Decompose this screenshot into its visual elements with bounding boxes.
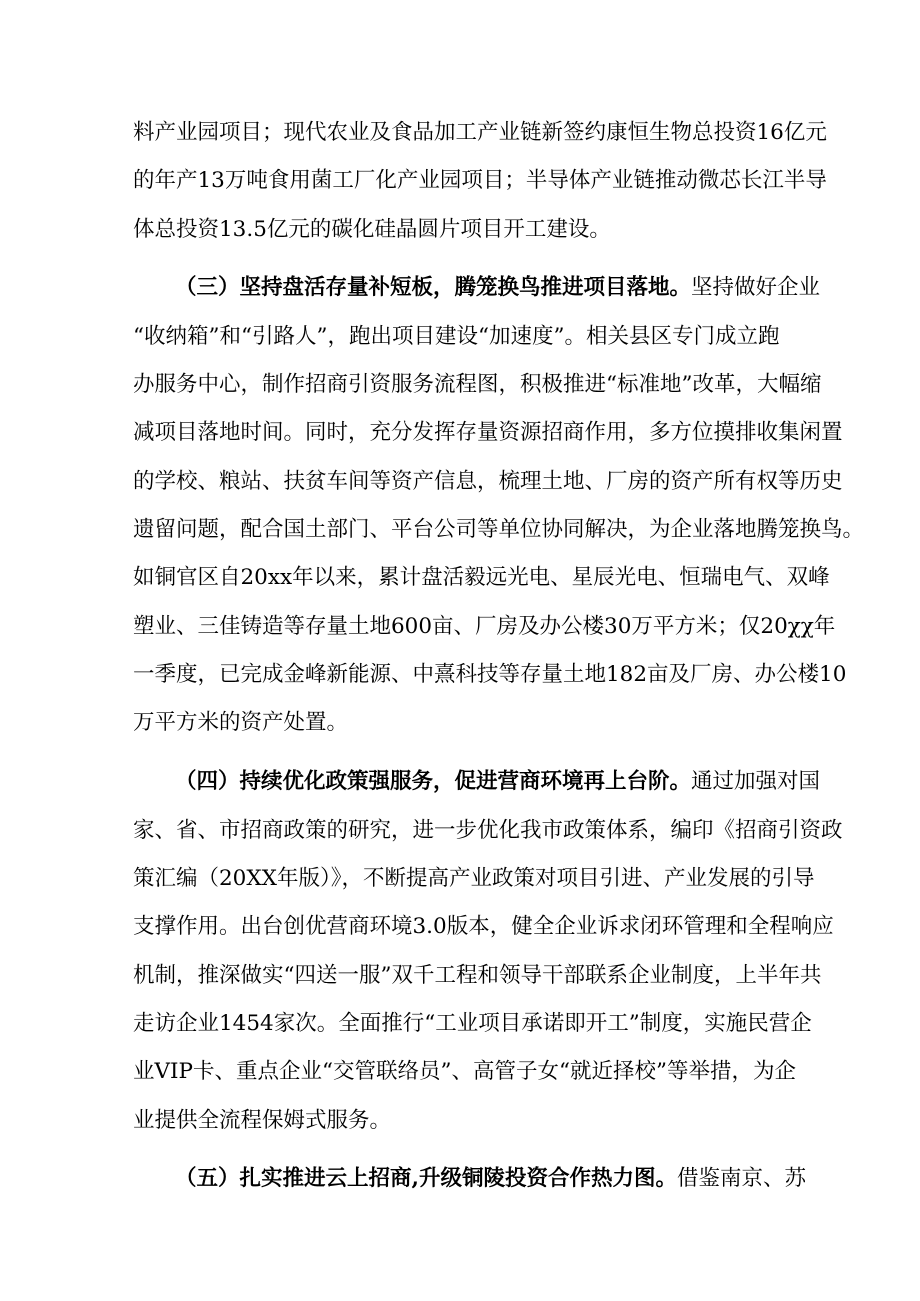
section-4-text: 通过加强对国	[691, 769, 821, 794]
paragraph-line: 机制，推深做实“四送一服”双千工程和领导干部联系企业制度，上半年共	[133, 963, 822, 988]
paragraph-line: 遗留问题，配合国土部门、平台公司等单位协同解决，为企业落地腾笼换鸟。	[133, 517, 865, 542]
section-5-first-line	[175, 1159, 807, 1199]
section-5-text: 借鉴南京、苏	[677, 1166, 807, 1191]
paragraph-line: 办服务中心，制作招商引资服务流程图，积极推进“标准地”改革，大幅缩	[133, 372, 822, 397]
paragraph-line: “收纳箱”和“引路人”，跑出项目建设“加速度”。相关县区专门成立跑	[133, 324, 780, 349]
section-3-text: 坚持做好企业	[691, 275, 821, 300]
paragraph-line: 如铜官区自20xx年以来，累计盘活毅远光电、星辰光电、恒瑞电气、双峰	[133, 565, 830, 590]
paragraph-line: 减项目落地时间。同时，充分发挥存量资源招商作用，多方位摸排收集闲置	[133, 420, 843, 445]
section-5-heading: （五）扎实推进云上招商,升级铜陵投资合作热力图。	[175, 1166, 677, 1191]
paragraph-line: 的年产13万吨食用菌工厂化产业园项目；半导体产业链推动微芯长江半导	[133, 168, 827, 193]
paragraph-line: 一季度，已完成金峰新能源、中熹科技等存量土地182亩及厂房、办公楼10	[133, 662, 847, 687]
paragraph-line: 策汇编（20XX年版）》，不断提高产业政策对项目引进、产业发展的引导	[133, 866, 815, 891]
paragraph-line: 走访企业1454家次。全面推行“工业项目承诺即开工”制度，实施民营企	[133, 1011, 812, 1036]
paragraph-line: 支撑作用。出台创优营商环境3.0版本，健全企业诉求闭环管理和全程响应	[133, 914, 834, 939]
paragraph-line: 体总投资13.5亿元的碳化硅晶圆片项目开工建设。	[133, 217, 611, 242]
paragraph-line: 业VIP卡、重点企业“交管联络员”、高管子女“就近择校”等举措，为企	[133, 1059, 796, 1084]
paragraph-line: 的学校、粮站、扶贫车间等资产信息，梳理土地、厂房的资产所有权等历史	[133, 469, 843, 494]
section-4-first-line	[175, 762, 821, 802]
section-3-heading: （三）坚持盘活存量补短板，腾笼换鸟推进项目落地。	[175, 275, 692, 300]
paragraph-line: 塑业、三佳铸造等存量土地600亩、厂房及办公楼30万平方米；仅20χχ年	[133, 614, 836, 639]
paragraph-line: 家、省、市招商政策的研究，进一步优化我市政策体系，编印《招商引资政	[133, 818, 843, 843]
section-4-heading: （四）持续优化政策强服务，促进营商环境再上台阶。	[175, 769, 692, 794]
paragraph-line: 料产业园项目；现代农业及食品加工产业链新签约康恒生物总投资16亿元	[133, 120, 827, 145]
paragraph-line: 万平方米的资产处置。	[133, 710, 349, 735]
paragraph-line: 业提供全流程保姆式服务。	[133, 1108, 392, 1133]
section-3-first-line	[175, 268, 821, 308]
